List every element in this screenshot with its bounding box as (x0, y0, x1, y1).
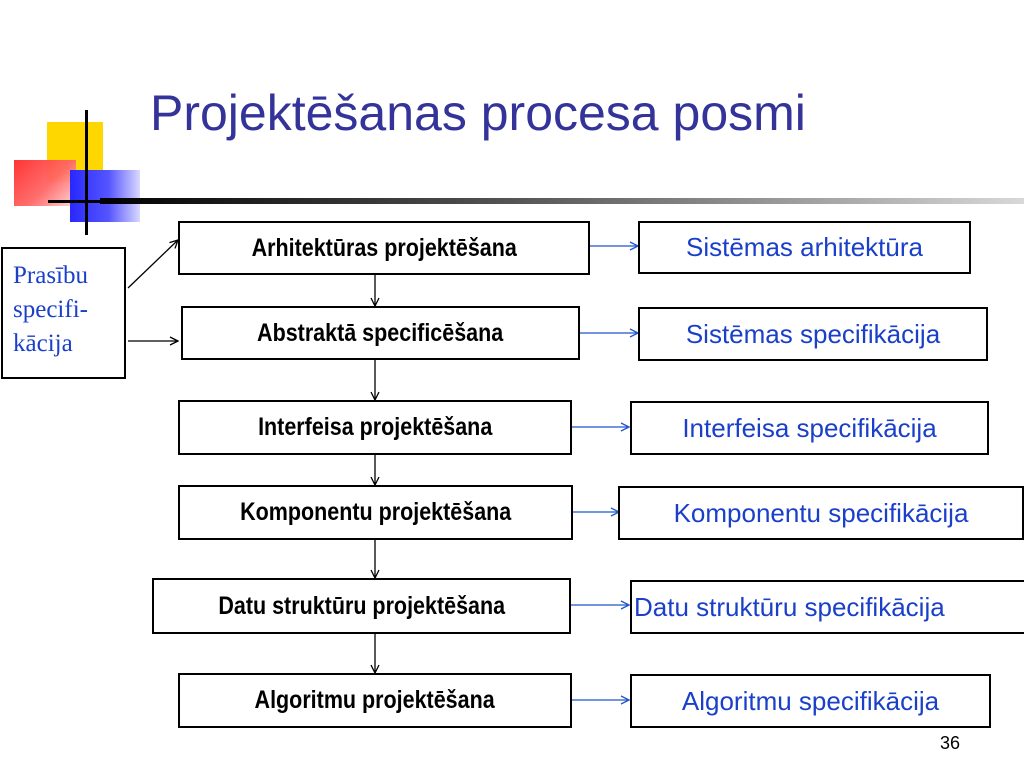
stage-data-structure-design (152, 578, 571, 634)
output-label: Interfeisa specifikācija (682, 412, 937, 443)
stage-label: Interfeisa projektēšana (257, 413, 493, 441)
stage-architecture-design (178, 221, 590, 275)
output-system-specification (638, 307, 988, 361)
stage-label: Komponentu projektēšana (239, 498, 512, 526)
requirements-line-2: specifi- (13, 296, 88, 323)
output-label: Sistēmas specifikācija (685, 318, 941, 349)
requirements-line-3: kācija (13, 330, 73, 357)
output-system-architecture (638, 221, 971, 274)
output-label: Datu struktūru specifikācija (634, 591, 945, 622)
stage-label: Arhitektūras projektēšana (251, 233, 517, 262)
output-label: Algoritmu specifikācija (681, 685, 940, 716)
output-algorithm-specification (630, 674, 991, 728)
stage-algorithm-design (178, 673, 572, 728)
requirements-line-1: Prasību (13, 262, 88, 289)
output-data-structure-specification (630, 580, 1024, 634)
stage-abstract-specification (181, 306, 580, 360)
stage-interface-design (178, 400, 572, 455)
output-interface-specification (630, 401, 989, 455)
page-number: 36 (940, 733, 961, 753)
req-to-architecture-arrow (128, 240, 178, 288)
stage-component-design (178, 485, 573, 540)
output-label: Komponentu specifikācija (673, 497, 969, 528)
slide-title: Projektēšanas procesa posmi (150, 85, 806, 141)
output-component-specification (618, 486, 1024, 540)
requirements-spec-box (1, 247, 126, 379)
stage-label: Abstraktā specificēšana (257, 318, 504, 347)
output-label: Sistēmas arhitektūra (686, 232, 923, 262)
stage-label: Algoritmu projektēšana (254, 686, 496, 714)
stage-label: Datu struktūru projektēšana (218, 591, 505, 620)
